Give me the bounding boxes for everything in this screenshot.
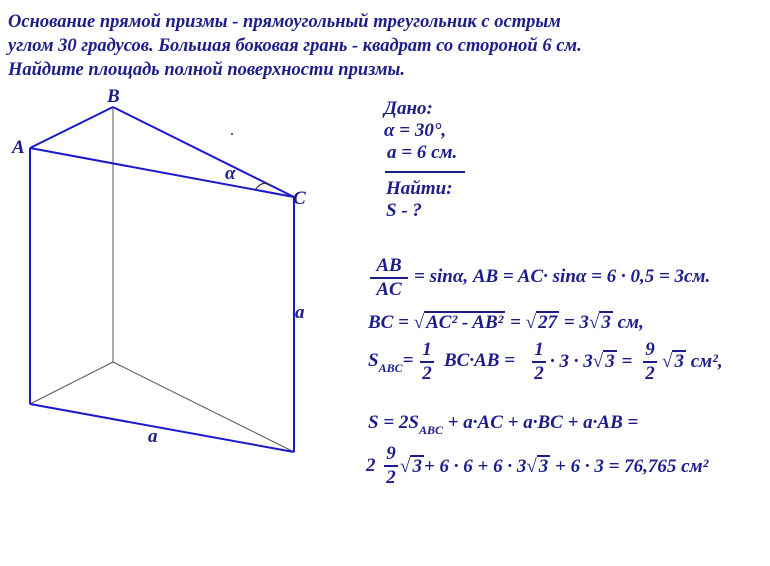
eq5-fraction [384,444,398,488]
eq4-rest: + a·AC + a·BC + a·AB = [447,412,639,433]
edge-bottom-ac [30,404,294,452]
eq3-mid-3: = [621,351,633,372]
eq2-radicand-2: 27 [538,312,558,333]
find-title: Найти: [386,178,453,199]
eq5-numerator: 9 [386,443,396,464]
sqrt-icon: √ [525,312,537,333]
sqrt-icon: √ [662,351,673,372]
eq3-f3-denominator: 2 [645,363,655,384]
eq3-radicand-1: 3 [605,351,615,372]
eq5-radicand-2: 3 [538,456,549,477]
eq3-subscript: ABC [378,361,403,375]
eq5-lead: 2 [366,455,376,476]
eq3-mid-2-group [550,350,632,373]
eq1-rest: = sinα, AB = AC· sinα = 6 · 0,5 = 3см. [414,266,711,287]
eq3-fraction-2 [532,340,546,384]
angle-arc [255,183,270,190]
eq3-fraction-3 [643,340,657,384]
eq3-tail-group [662,350,723,373]
eq3-f2-numerator: 1 [534,339,544,360]
vertex-label-b: B [107,86,120,107]
eq2 [368,311,644,334]
edge-ac [30,148,294,197]
eq3-s-letter: S [368,350,379,371]
eq1-numerator: AB [376,255,402,276]
eq3-f3-numerator: 9 [645,339,655,360]
eq5-rest [400,455,708,478]
sqrt-icon: √ [592,351,604,372]
dot-mark [231,133,233,135]
eq3-mid-1: BC·AB = [444,350,516,371]
eq3-radicand-2: 3 [674,351,684,372]
find-target: S - ? [386,200,422,221]
eq2-tail: см, [617,312,644,333]
eq3-mid-2: · 3 · 3 [550,351,593,372]
hidden-edge-bottom-ab [30,362,113,404]
sqrt-icon: √ [526,456,537,477]
eq3-f1-numerator: 1 [422,339,432,360]
edge-label-side-a: a [295,302,305,323]
eq3-equals: = [402,350,414,371]
eq2-lhs: BC = [368,312,409,333]
sqrt-icon: √ [400,456,411,477]
eq3-tail: см², [690,351,723,372]
eq5-mid: + 6 · 6 + 6 · 3 [423,456,527,477]
eq3-f1-denominator: 2 [422,363,432,384]
eq4 [368,412,639,437]
given-angle: α = 30°, [384,120,447,141]
vertex-label-a: A [12,137,25,158]
eq2-radicand-1: AC² - AB² [426,312,504,333]
find-block [386,178,453,222]
hidden-edge-bottom-bc [113,362,294,452]
eq4-s: S = 2S [368,412,419,433]
eq2-mid-1: = [510,312,521,333]
eq5-radicand-1: 3 [412,456,422,477]
eq5-tail: + 6 · 3 = 76,765 см² [555,456,709,477]
eq2-radicand-3: 3 [601,312,611,333]
given-divider [385,171,465,173]
given-block [384,98,457,164]
eq3-f2-denominator: 2 [534,363,544,384]
problem-line-1: Основание прямой призмы - прямоугольный треугольник с острым [8,12,561,32]
eq3-fraction-1 [420,340,434,384]
given-side: a = 6 см. [387,142,458,163]
problem-line-2: углом 30 градусов. Большая боковая грань - квадрат со стороной 6 см. [8,36,582,56]
eq4-subscript: ABC [418,423,443,437]
eq5-denominator: 2 [386,467,396,488]
problem-line-3: Найдите площадь полной поверхности призмы. [8,60,406,80]
edge-label-bottom-a: a [148,426,158,447]
eq1-fraction [370,256,408,300]
given-title: Дано: [384,98,433,119]
eq1-denominator: AC [376,279,402,300]
vertex-label-c: C [293,188,306,209]
edge-ab [30,107,113,148]
sqrt-icon: √ [588,312,600,333]
sqrt-icon: √ [413,312,425,333]
eq2-mid-2: = 3 [563,312,589,333]
angle-label: α [225,163,236,184]
eq3-s [368,350,414,375]
